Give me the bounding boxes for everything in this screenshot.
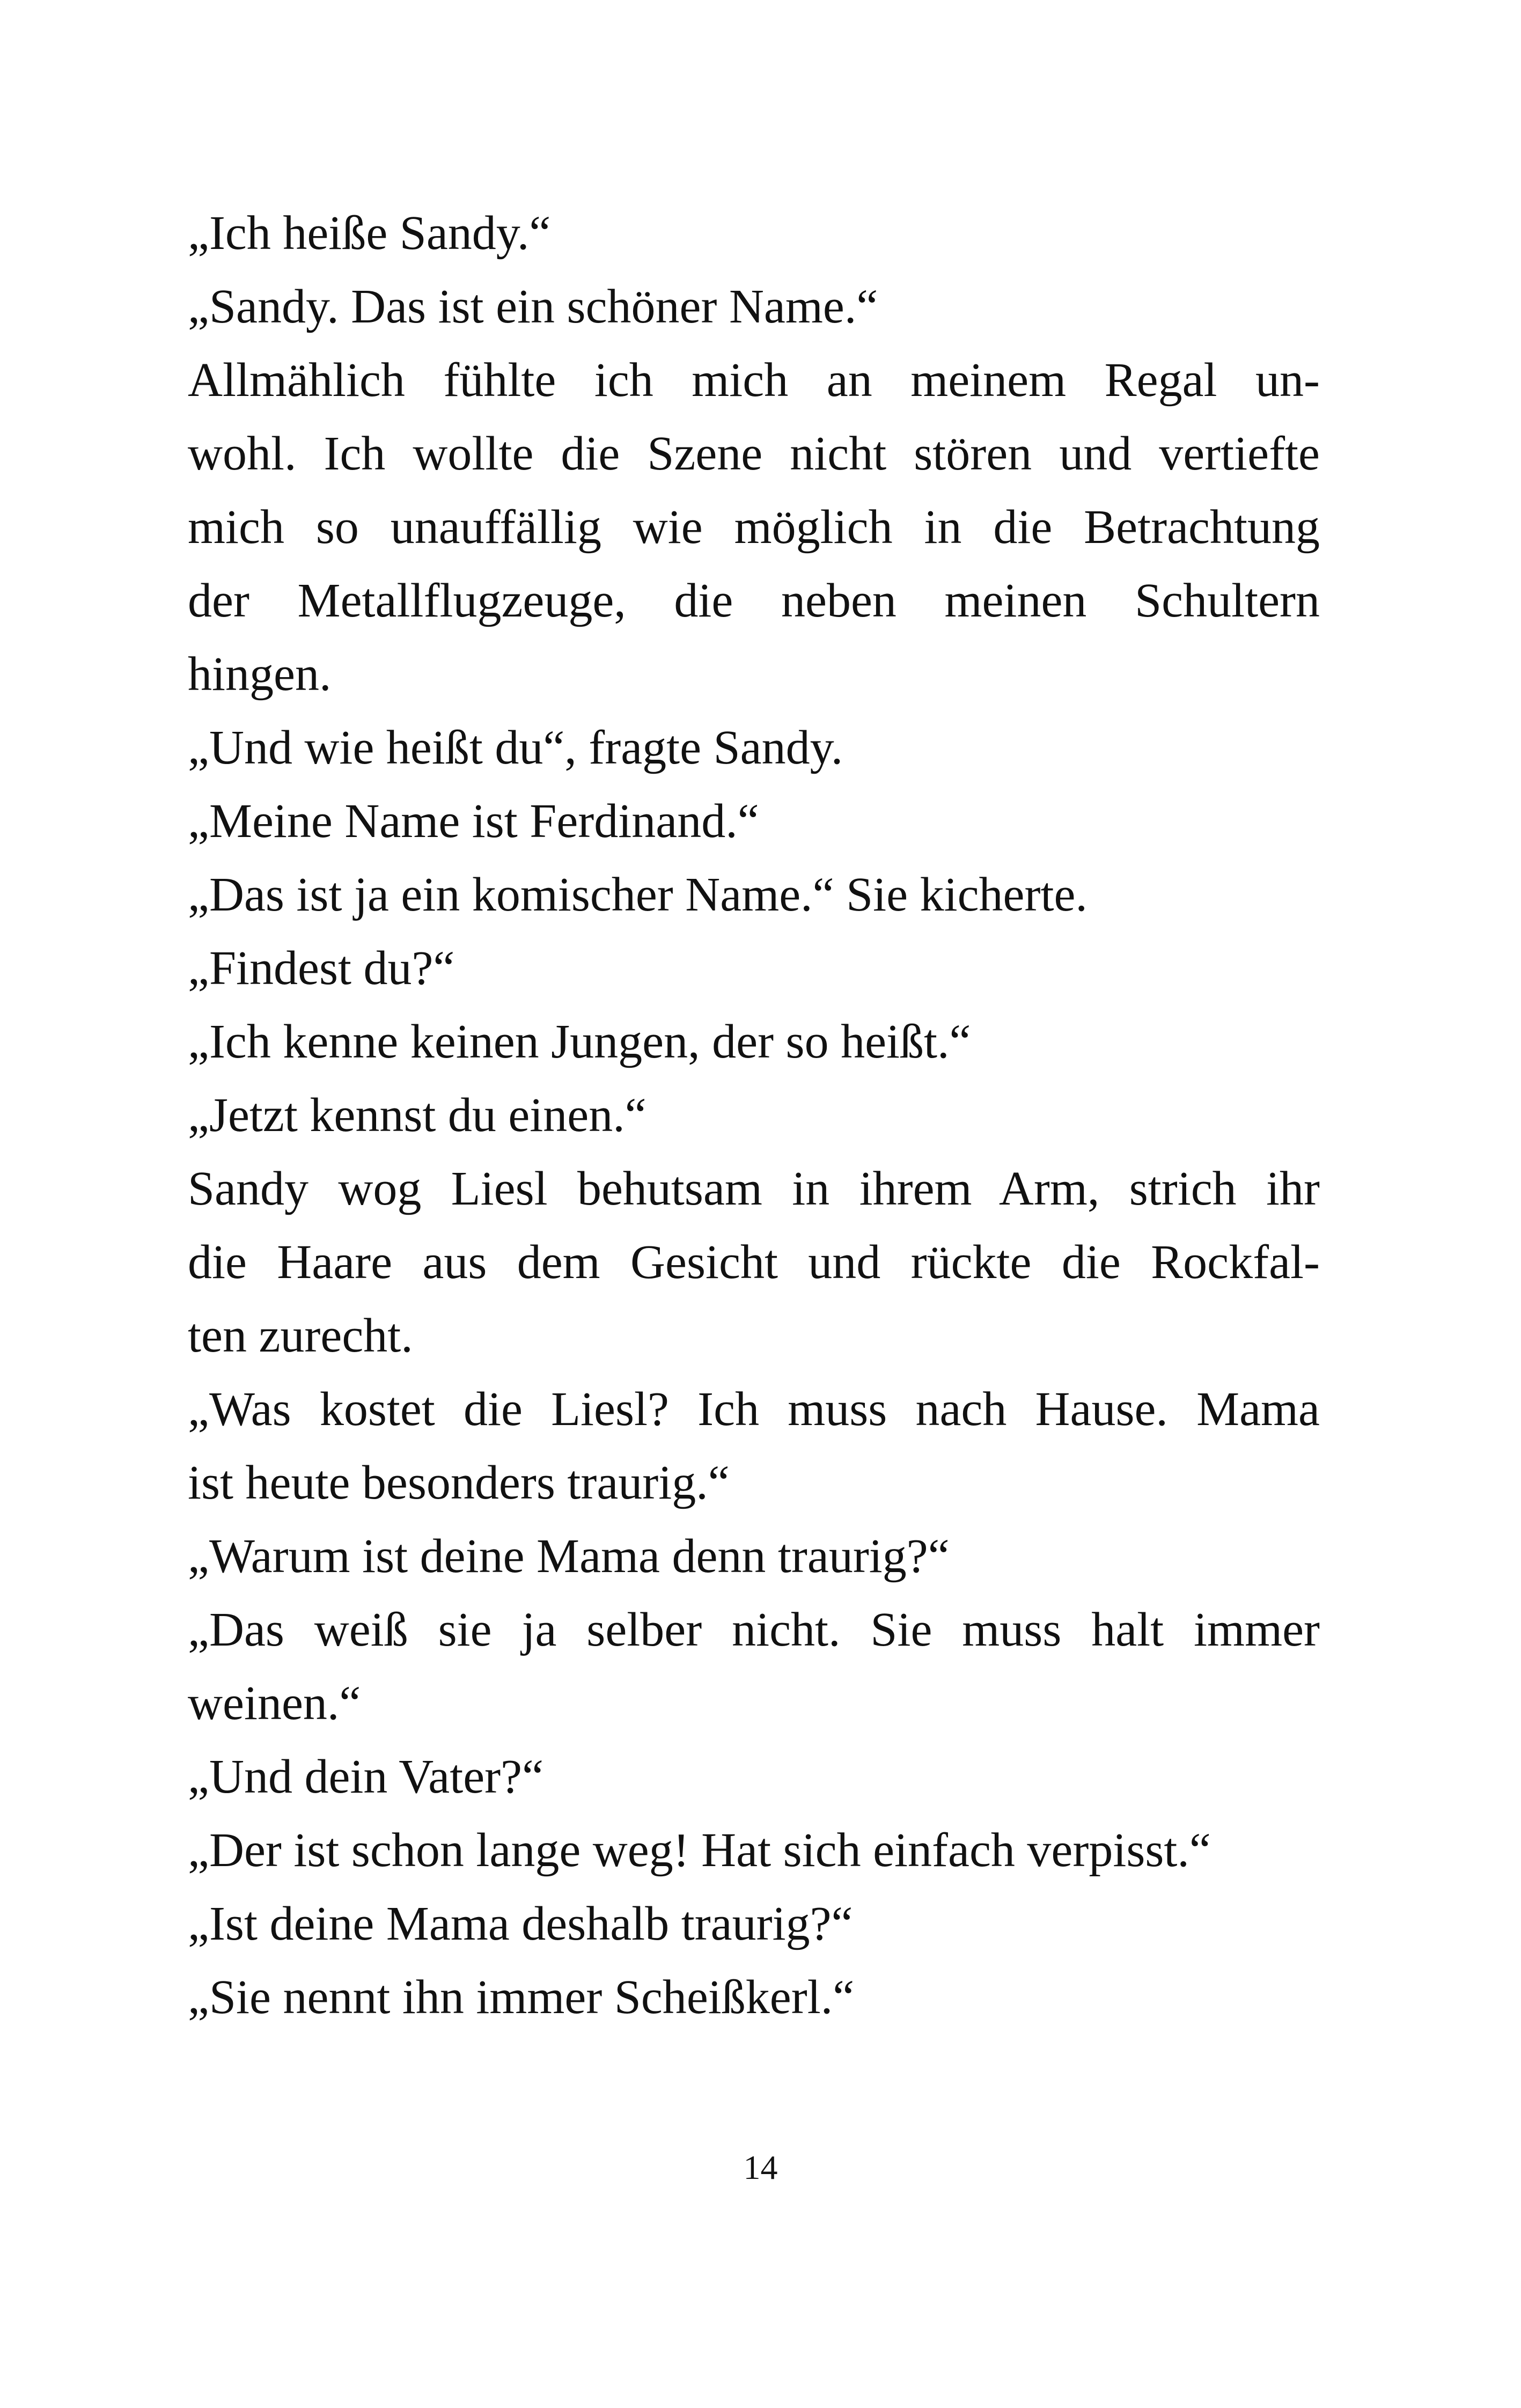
text-line: ten zurecht. [188,1309,413,1362]
text-line: die Haare aus dem Gesicht und rückte die Rockfal- [188,1236,1320,1289]
text-line: „Sie nennt ihn immer Scheißkerl.“ [188,1971,855,2024]
text-line: „Ich kenne keinen Jungen, der so heißt.“ [188,1015,971,1068]
text-line: „Ist deine Mama deshalb traurig?“ [188,1897,853,1950]
body-text [188,196,1320,2034]
text-line: „Jetzt kennst du einen.“ [188,1089,646,1142]
text-line: hingen. [188,648,332,701]
text-line: mich so unauffällig wie möglich in die Betrachtung [188,501,1320,554]
text-line: weinen.“ [188,1677,361,1730]
text-line: Allmählich fühlte ich mich an meinem Regal un- [188,354,1320,407]
text-line: „Und dein Vater?“ [188,1750,544,1803]
page-number: 14 [743,2148,778,2186]
text-line: „Sandy. Das ist ein schöner Name.“ [188,280,878,333]
text-line: „Findest du?“ [188,942,455,995]
text-line: „Und wie heißt du“, fragte Sandy. [188,721,843,774]
text-line: „Meine Name ist Ferdinand.“ [188,795,759,848]
text-line: „Das weiß sie ja selber nicht. Sie muss halt immer [188,1603,1320,1656]
text-line: „Der ist schon lange weg! Hat sich einfach verpisst.“ [188,1824,1211,1877]
text-line: der Metallflugzeuge, die neben meinen Schultern [188,574,1320,627]
text-line: „Ich heiße Sandy.“ [188,207,551,260]
text-line: ist heute besonders traurig.“ [188,1456,730,1509]
text-line: „Das ist ja ein komischer Name.“ Sie kicherte. [188,868,1088,921]
text-line: „Warum ist deine Mama denn traurig?“ [188,1530,950,1583]
text-line: Sandy wog Liesl behutsam in ihrem Arm, strich ihr [188,1162,1320,1215]
text-line: „Was kostet die Liesl? Ich muss nach Hause. Mama [188,1383,1320,1436]
text-line: wohl. Ich wollte die Szene nicht stören und vertiefte [188,427,1320,480]
